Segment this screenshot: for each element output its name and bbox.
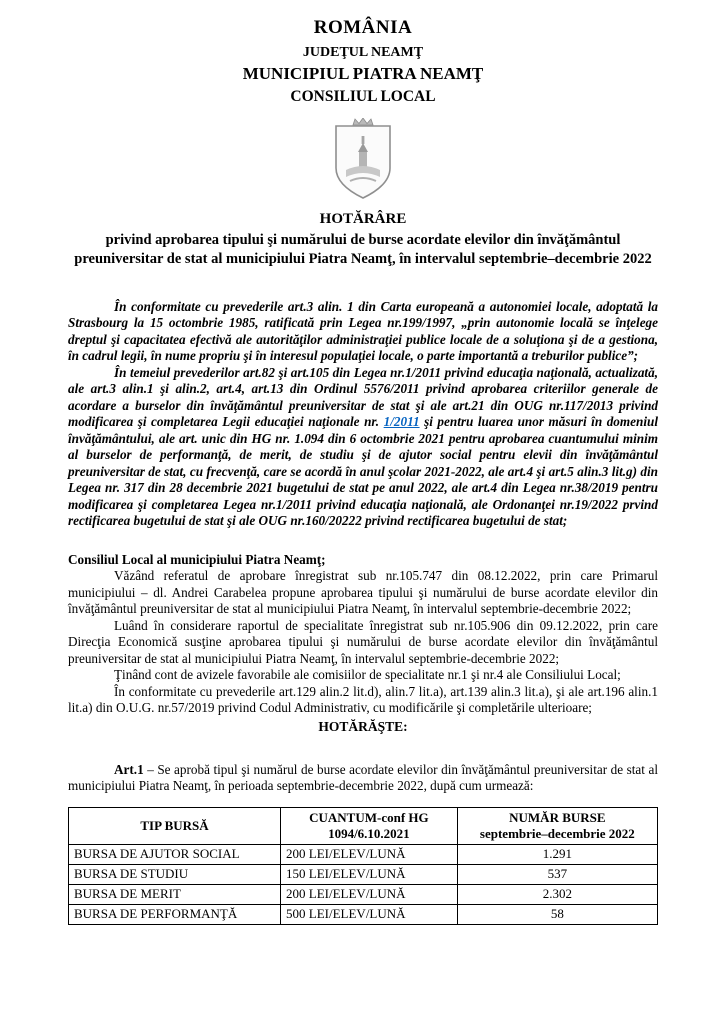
cell-numar-burse: 537 <box>457 865 657 885</box>
article-1-label: Art.1 <box>114 761 144 777</box>
column-header-cuantum <box>281 807 458 845</box>
header-county: JUDEŢUL NEAMŢ <box>302 44 424 60</box>
cell-cuantum: 500 LEI/ELEV/LUNĂ <box>281 904 458 924</box>
column-header-numar-burse <box>457 807 657 845</box>
table-row-merit <box>69 885 658 905</box>
cell-cuantum: 200 LEI/ELEV/LUNĂ <box>281 845 458 865</box>
cell-numar-burse: 1.291 <box>457 845 657 865</box>
document-subtitle: privind aprobarea tipului şi numărului de burse acordate elevilor din învăţământul preuniversitar de stat al municipiului Piatra Neamţ, în intervalul septembrie–decembrie 2022 <box>74 231 652 267</box>
table-header-row <box>69 807 658 845</box>
cell-cuantum: 150 LEI/ELEV/LUNĂ <box>281 865 458 885</box>
table-row-studiu <box>69 865 658 885</box>
cell-numar-burse: 58 <box>457 904 657 924</box>
body-paragraph-oug57: În conformitate cu prevederile art.129 alin.2 lit.d), alin.7 lit.a), art.139 alin.3 lit.a), şi ale art.196 alin.1 lit.a) din O.U.G. nr.57/2019 privind Codul Administrativ, cu modificările şi completările ulterioare; <box>68 683 658 716</box>
cell-tip-bursa: BURSA DE STUDIU <box>69 865 281 885</box>
column-header-tip-bursa <box>69 807 281 845</box>
coat-of-arms <box>68 118 658 200</box>
council-intro-line: Consiliul Local al municipiului Piatra Neamţ; <box>68 551 326 567</box>
column-header-line: NUMĂR BURSE <box>509 809 606 825</box>
column-header-line: CUANTUM-conf HG <box>309 809 429 825</box>
header-country: ROMÂNIA <box>313 17 413 38</box>
cell-cuantum: 200 LEI/ELEV/LUNĂ <box>281 885 458 905</box>
coat-of-arms-shield-icon <box>334 118 392 200</box>
article-1-paragraph <box>68 762 658 795</box>
law-1-2011-link[interactable]: 1/2011 <box>383 414 420 430</box>
body-paragraph-raport: Luând în considerare raportul de specialitate înregistrat sub nr.105.906 din 09.12.2022, prin care Direcţia Economică susţine aprobarea tipului şi numărului de burse acordate elevilor din învăţământul preuniversitar de stat al municipiului Piatra Neamţ, în intervalul septembrie-decembrie 2022; <box>68 617 658 666</box>
cell-tip-bursa: BURSA DE AJUTOR SOCIAL <box>69 845 281 865</box>
article-1-text: – Se aprobă tipul şi numărul de burse acordate elevilor din învăţământul preuniversitar de stat al municipiului Piatra Neamţ, în perioada septembrie-decembrie 2022, după cum urmează: <box>68 761 658 794</box>
scholarship-table <box>68 807 658 925</box>
body-paragraph-referat: Văzând referatul de aprobare înregistrat sub nr.105.747 din 08.12.2022, prin care Primarul municipiului – dl. Andrei Carabelea propune aprobarea tipului şi numărului de burse acordate elevilor din învăţământul preuniversitar de stat al municipiului Piatra Neamţ, în intervalul septembrie-decembrie 2022; <box>68 568 658 617</box>
column-header-line: 1094/6.10.2021 <box>328 826 410 841</box>
preamble-2-text-after: şi pentru luarea unor măsuri în domeniul învăţământului, ale art. unic din HG nr. 1.094 din 6 octombrie 2021 pentru aprobarea cuantumului minim al burselor de performanţă, de merit, de studiu şi de ajutor social pentru elevii din învăţământul preuniversitar de stat, cu frecvenţă, care se acordă în anul şcolar 2021-2022, ale art.4 şi art.5 alin.3 lit.g) din Legea nr. 317 din 28 decembrie 2021 bugetului de stat pe anul 2022, ale art.4 din Legea nr.38/2019 pentru modificarea şi completarea Legea nr.1/2011 privind educaţia naţională, ale Ordonanţei nr.19/2022 prvind rectificarea bugetului de stat şi ale OUG nr.160/20222 privind rectificarea bugetului de stat; <box>68 414 658 529</box>
decision-heading: HOTĂRĂŞTE: <box>318 718 408 734</box>
cell-numar-burse: 2.302 <box>457 885 657 905</box>
preamble-paragraph-2 <box>68 365 658 530</box>
column-header-line: TIP BURSĂ <box>140 817 209 833</box>
preamble-paragraph-1: În conformitate cu prevederile art.3 alin. 1 din Carta europeană a autonomiei locale, adoptată la Strasbourg la 15 octombrie 1985, ratificată prin Legea nr.199/1997, „prin autonomie locală se înţelege dreptul şi capacitatea efectivă ale autorităţilor administraţiei publice locale de a soluţiona şi de a gestiona, în cadrul legii, în nume propriu şi în interesul populaţiei locale, o parte importantă a treburilor publice”; <box>68 298 658 364</box>
header-municipality: MUNICIPIUL PIATRA NEAMŢ <box>242 64 484 84</box>
table-row-performanta <box>69 904 658 924</box>
cell-tip-bursa: BURSA DE MERIT <box>69 885 281 905</box>
header-council: CONSILIUL LOCAL <box>290 87 436 105</box>
preamble-2-text-before: În temeiul prevederilor art.82 şi art.105 din Legea nr.1/2011 privind educaţia naţională, actualizată, ale art.3 alin.1 şi alin.2, art.4, art.13 din Ordinul 5576/2011 privind aprobarea criteriilor generale de acordare a burselor din învăţământul preuniversitar de stat şi ale art.21 din OUG nr.117/2013 privind modificarea şi completarea Legii educaţiei naţionale nr. <box>68 364 658 430</box>
table-row-ajutor-social <box>69 845 658 865</box>
cell-tip-bursa: BURSA DE PERFORMANŢĂ <box>69 904 281 924</box>
document-title: HOTĂRÂRE <box>319 210 407 227</box>
body-paragraph-avize: Ţinând cont de avizele favorabile ale comisiilor de specialitate nr.1 şi nr.4 ale Consiliului Local; <box>114 667 621 683</box>
column-header-line: septembrie–decembrie 2022 <box>479 826 635 841</box>
